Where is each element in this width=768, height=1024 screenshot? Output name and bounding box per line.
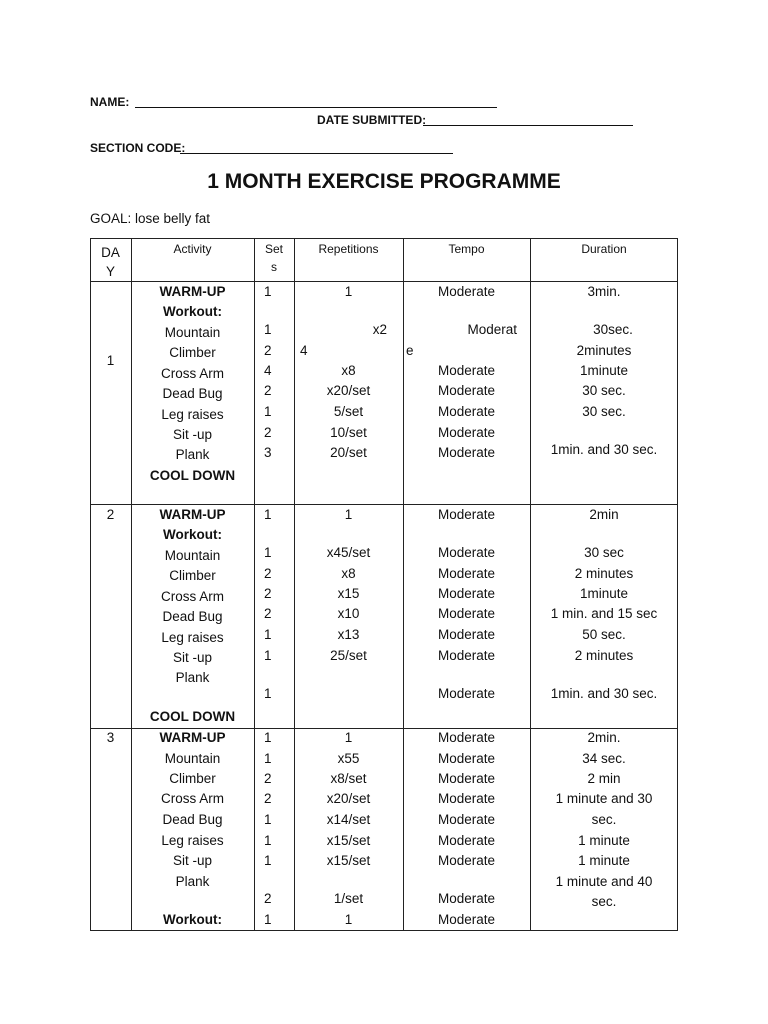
duration-value: 1 min. and 15 sec xyxy=(550,606,658,621)
duration-value: 34 sec. xyxy=(582,751,626,766)
tempo-value: Moderate xyxy=(437,284,496,299)
activity-line: Plank xyxy=(175,670,210,685)
table-border-bottom xyxy=(90,930,678,931)
duration-value: sec. xyxy=(591,812,617,827)
tempo-value: Moderate xyxy=(437,751,496,766)
reps-value: 5/set xyxy=(333,404,364,419)
activity-line: Workout: xyxy=(163,912,222,927)
reps-value: 20/set xyxy=(330,445,367,460)
duration-value: 2minutes xyxy=(576,343,632,358)
sets-value: 1 xyxy=(264,853,272,868)
goal-text: GOAL: lose belly fat xyxy=(90,211,211,226)
section-code-label: SECTION CODE: xyxy=(90,141,186,155)
activity-line: Plank xyxy=(175,874,210,889)
activity-line: Cross Arm xyxy=(160,791,224,806)
duration-value: 1minute xyxy=(579,363,629,378)
activity-line: Leg raises xyxy=(161,833,224,848)
sets-value: 1 xyxy=(264,912,272,927)
tempo-value: Moderate xyxy=(437,891,496,906)
day-number: 1 xyxy=(106,353,115,368)
sets-value: 2 xyxy=(264,606,272,621)
header-tempo: Tempo xyxy=(448,242,485,256)
tempo-value: Moderate xyxy=(437,363,496,378)
duration-value: 1 minute and 40 xyxy=(555,874,653,889)
sets-value: 1 xyxy=(264,627,272,642)
header-sets: Set s xyxy=(264,242,283,274)
day-number: 2 xyxy=(106,507,115,522)
reps-value: x15 xyxy=(337,586,360,601)
activity-line: Mountain xyxy=(164,751,221,766)
reps-value: x20/set xyxy=(326,791,371,806)
sets-value: 1 xyxy=(264,507,272,522)
name-label: NAME: xyxy=(90,95,130,109)
activity-line: WARM-UP xyxy=(159,284,226,299)
tempo-value: Moderate xyxy=(437,730,496,745)
reps-value: 10/set xyxy=(330,425,367,440)
tempo-value: Moderate xyxy=(437,791,496,806)
activity-line: Mountain xyxy=(164,325,221,340)
duration-value: 3min. xyxy=(587,284,621,299)
duration-value: 50 sec. xyxy=(582,627,626,642)
activity-line: Dead Bug xyxy=(162,812,223,827)
sets-value: 2 xyxy=(264,586,272,601)
tempo-value: Moderate xyxy=(437,566,496,581)
table-border-left xyxy=(90,238,91,931)
date-submitted-label: DATE SUBMITTED: xyxy=(317,113,427,127)
tempo-value: Moderate xyxy=(437,445,496,460)
sets-value: 1 xyxy=(264,833,272,848)
tempo-value: Moderate xyxy=(437,812,496,827)
sets-value: 1 xyxy=(264,751,272,766)
reps-value: x15/set xyxy=(326,833,371,848)
sets-value: 1 xyxy=(264,322,272,337)
duration-value: 2 minutes xyxy=(574,648,634,663)
header-repetitions: Repetitions xyxy=(318,242,379,256)
duration-value: 1 minute and 30 xyxy=(555,791,653,806)
date-submitted-field-line[interactable] xyxy=(423,125,633,126)
activity-line: Mountain xyxy=(164,548,221,563)
reps-value: x14/set xyxy=(326,812,371,827)
sets-value: 1 xyxy=(264,404,272,419)
activity-line: Dead Bug xyxy=(162,386,223,401)
name-field-line[interactable] xyxy=(135,107,497,108)
sets-value: 1 xyxy=(264,284,272,299)
table-border-top xyxy=(90,238,678,239)
duration-value: 2 min xyxy=(587,771,621,786)
reps-value: x8 xyxy=(341,363,356,378)
tempo-value: Moderate xyxy=(437,686,496,701)
reps-value: x20/set xyxy=(326,383,371,398)
activity-line: WARM-UP xyxy=(159,730,226,745)
duration-value: 1min. and 30 sec. xyxy=(550,686,658,701)
sets-value: 2 xyxy=(264,343,272,358)
activity-line: Workout: xyxy=(163,527,222,542)
reps-value: x55 xyxy=(337,751,360,766)
sets-value: 1 xyxy=(264,812,272,827)
reps-value: 4 xyxy=(300,343,308,358)
duration-value: sec. xyxy=(591,894,617,909)
reps-value: x15/set xyxy=(326,853,371,868)
sets-value: 2 xyxy=(264,383,272,398)
tempo-value: Moderate xyxy=(437,833,496,848)
reps-value: x8/set xyxy=(330,771,367,786)
activity-line: Cross Arm xyxy=(160,366,224,381)
activity-line: Sit -up xyxy=(172,650,213,665)
reps-value: 1/set xyxy=(333,891,364,906)
tempo-value: Moderate xyxy=(437,545,496,560)
duration-value: 1 minute xyxy=(578,833,630,848)
reps-value: 1 xyxy=(344,912,353,927)
activity-line: WARM-UP xyxy=(159,507,226,522)
tempo-value: Moderate xyxy=(437,606,496,621)
tempo-value: Moderat xyxy=(467,322,517,337)
activity-line: Leg raises xyxy=(161,630,224,645)
sets-value: 1 xyxy=(264,686,272,701)
duration-value: 2 minutes xyxy=(574,566,634,581)
tempo-value: Moderate xyxy=(437,853,496,868)
tempo-value: Moderate xyxy=(437,586,496,601)
tempo-value: Moderate xyxy=(437,383,496,398)
reps-value: x45/set xyxy=(326,545,371,560)
activity-line: Climber xyxy=(169,568,216,583)
day-number: 3 xyxy=(106,730,115,745)
header-day: DA Y xyxy=(101,245,120,279)
activity-line: COOL DOWN xyxy=(149,709,236,724)
sets-value: 2 xyxy=(264,425,272,440)
tempo-value: Moderate xyxy=(437,507,496,522)
tempo-value: Moderate xyxy=(437,425,496,440)
activity-line: Cross Arm xyxy=(160,589,224,604)
activity-line: Climber xyxy=(169,345,216,360)
tempo-value: Moderate xyxy=(437,404,496,419)
tempo-value: Moderate xyxy=(437,771,496,786)
activity-line: Sit -up xyxy=(172,427,213,442)
reps-value: 1 xyxy=(344,284,353,299)
duration-value: 2min xyxy=(589,507,619,522)
sets-value: 2 xyxy=(264,791,272,806)
activity-line: Sit -up xyxy=(172,853,213,868)
sets-value: 4 xyxy=(264,363,272,378)
activity-line: Climber xyxy=(169,771,216,786)
col-rule-2 xyxy=(254,238,255,931)
reps-value: x8 xyxy=(341,566,356,581)
header-duration: Duration xyxy=(581,242,627,256)
tempo-value: e xyxy=(406,343,414,358)
sets-value: 2 xyxy=(264,891,272,906)
tempo-value: Moderate xyxy=(437,648,496,663)
sets-value: 3 xyxy=(264,445,272,460)
activity-line: Plank xyxy=(175,447,210,462)
tempo-value: Moderate xyxy=(437,912,496,927)
activity-line: Leg raises xyxy=(161,407,224,422)
duration-value: 30 sec xyxy=(584,545,624,560)
sets-value: 1 xyxy=(264,545,272,560)
duration-value: 30sec. xyxy=(593,322,633,337)
section-code-field-line[interactable] xyxy=(180,153,453,154)
reps-value: x10 xyxy=(337,606,360,621)
exercise-table xyxy=(90,238,678,931)
tempo-value: Moderate xyxy=(437,627,496,642)
activity-line: COOL DOWN xyxy=(149,468,236,483)
reps-value: 1 xyxy=(344,730,353,745)
sets-value: 1 xyxy=(264,730,272,745)
header-activity: Activity xyxy=(173,242,212,256)
duration-value: 1 minute xyxy=(578,853,630,868)
duration-value: 1minute xyxy=(579,586,629,601)
sets-value: 2 xyxy=(264,566,272,581)
sets-value: 1 xyxy=(264,648,272,663)
duration-value: 30 sec. xyxy=(582,404,626,419)
duration-value: 1min. and 30 sec. xyxy=(550,442,658,457)
page-title: 1 MONTH EXERCISE PROGRAMME xyxy=(207,170,561,193)
activity-line: Workout: xyxy=(163,304,222,319)
reps-value: 25/set xyxy=(330,648,367,663)
duration-value: 30 sec. xyxy=(582,383,626,398)
reps-value: 1 xyxy=(344,507,353,522)
duration-value: 2min. xyxy=(587,730,621,745)
reps-value: x2 xyxy=(372,322,387,337)
activity-line: Dead Bug xyxy=(162,609,223,624)
reps-value: x13 xyxy=(337,627,360,642)
sets-value: 2 xyxy=(264,771,272,786)
